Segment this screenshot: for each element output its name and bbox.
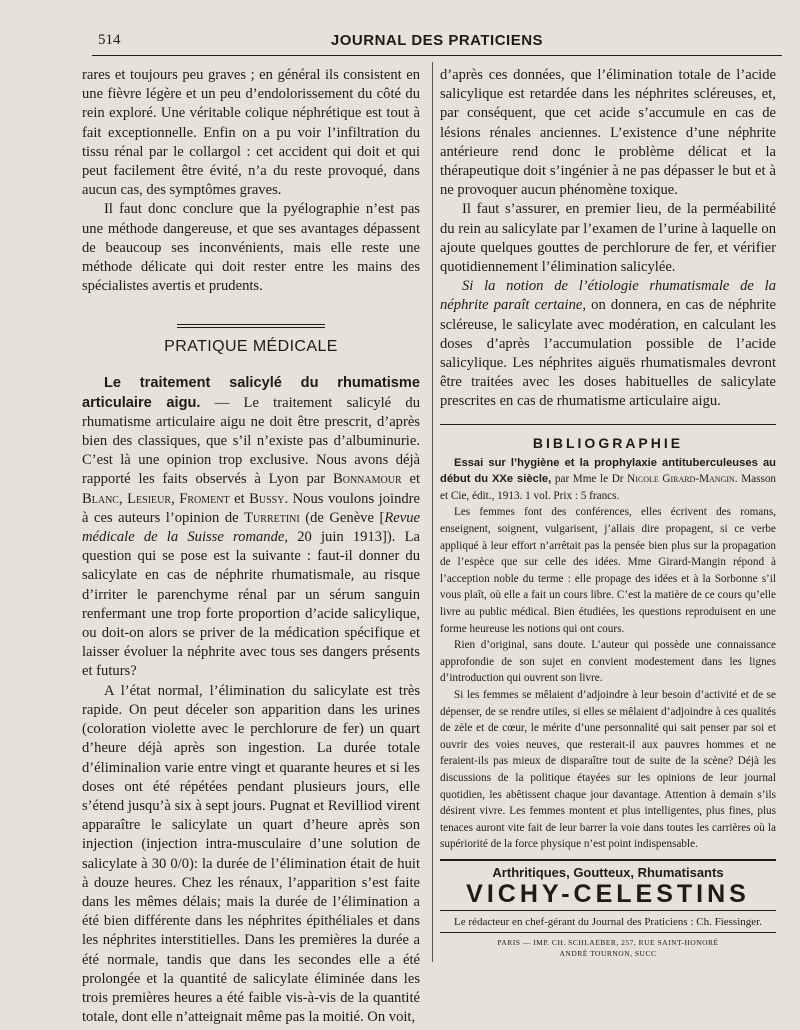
article-paragraph-3: d’après ces données, que l’élimination totale de l’acide salicylique est retardée dans les néphrites scléreuses, et, par conséquent, que cet acide s’accumule en cas de lésions rénales anciennes. L’existence d’une néphrite antérieure rend donc le problème délicat et la thérapeutique doit s’ingénier à ne pas dépasser le but et à ne provoquer aucun phénomène toxique. [440, 67, 776, 199]
header-divider [92, 55, 782, 56]
biblio-divider [440, 424, 776, 425]
review-paragraph-3: Si les femmes se mêlaient d’adjoindre à leur besoin d’activité et de se dépenser, de se rendre utiles, si elles se mêlaient d’adjoindre à ces qualités de zèle et de cœur, le mérite d’une personnalité qui sait penser par soi et ouvrir des voies neuves, que resterait-il aux pauvres hommes et ne feraient-ils pas mieux de disparaître tout de suite de la scène? Déjà les discussions de la politique étayées sur les opinions de leur journal quotidien, les abêtissent chaque jour davantage. Attention à demain s’ils désirent vivre. Les femmes montent et plus intelligentes, plus fines, plus tenaces auront vite fait de leur barrer la voie dans toutes les carrières où la supériorité de la force physique n’est point indispensable. [440, 688, 776, 851]
author-name: Bonnamour [332, 471, 402, 488]
author-name: Turretini [244, 509, 300, 526]
ad-brand: VICHY-CELESTINS [466, 879, 750, 908]
ad-tagline: Arthritiques, Goutteux, Rhumatisants [440, 859, 776, 880]
left-column [82, 66, 420, 1027]
review-paragraph-1: Les femmes font des conférences, elles écrivent des romans, enseignent, soignent, vulgarisent, j’allais dire propagent, si ce verbe appliqué à leur effort n’arrêtait pas la pensée bien plus sur la propagation de l’espèce que sur celle des idées. Mme Girard-Mangin répond à l’acception noble du terme : elle propage des idées et à la Sorbonne s’il vous plaît, où elle a fait un cours libre. C’est la matière de ce cours qu’elle livre au public médical. Bien étudiées, les questions reproduisent en une forme heureuse les notions qui ont cours. [440, 506, 776, 635]
book-title: Essai sur l’hygiène et la prophylaxie antituberculeuses au début du XXe siècle, [440, 456, 776, 486]
article-title: Le traitement salicylé du rhumatisme articulaire aigu. [82, 375, 420, 411]
journal-reference: Revue médicale de la Suisse romande [82, 509, 420, 546]
page-header [92, 28, 782, 52]
author-name: Lesieur [127, 490, 172, 507]
printer-imprint: PARIS — IMP. CH. SCHLAEBER, 257, RUE SAINT-HONORÉ ANDRÉ TOURNON, SUCC [497, 937, 719, 958]
review-paragraph-2: Rien d’original, sans doute. L’auteur qui possède une connaissance approfondie de son sujet en convient modestement dans les lignes d’introduction qui ouvrent son livre. [440, 639, 776, 685]
editor-line: Le rédacteur en chef-gérant du Journal des Praticiens : Ch. Fiessinger. [440, 916, 776, 933]
article-paragraph-1: Le traitement salicylé du rhumatisme articulaire aigu. — Le traitement salicylé du rhumatisme articulaire aigu ne doit être prescrit, d’après bien des classiques, que s’il n’existe pas d’albuminurie. C’est là une opinion trop exclusive. Nous avons déjà rapporté les faits observés à Lyon par Bonnamour et Blanc, Lesieur, Froment et Bussy. Nous voulons joindre à ces auteurs l’opinion de Turretini (de Genève [Revue médicale de la Suisse romande, 20 juin 1913]). La question qui se pose est la suivante : faut-il donner du salicylate en cas de néphrite rhumatismale, au risque d’irriter le parenchyme rénal par un sérum sanguin renfermant une trop forte proportion d’acide salicylique, ou doit-on alors se priver de la médication spécifique et laisser évoluer la néphrite avec tous ses dangers présents et futurs? [82, 375, 421, 680]
column-divider [432, 62, 433, 962]
advertisement [440, 859, 776, 911]
journal-title: JOURNAL DES PRATICIENS [330, 32, 544, 49]
book-reference: Essai sur l’hygiène et la prophylaxie antituberculeuses au début du XXe siècle, par Mme le Dr Nicole Girard-Mangin. Masson et Cie, édit., 1913. 1 vol. Prix : 5 francs. [440, 456, 777, 502]
author-name: Bussy [249, 490, 285, 507]
section-divider [82, 324, 420, 328]
right-column [440, 66, 776, 959]
author-name: Froment [179, 490, 230, 507]
bibliography-title: BIBLIOGRAPHIE [532, 434, 684, 451]
author-name: Blanc [82, 490, 119, 507]
pyelography-paragraph-2: Il faut donc conclure que la pyélographie n’est pas une méthode dangereuse, et que ses avantages dépassent de beaucoup ses inconvénients, mais elle reste une méthode délicate qui doit rester entre les mains des spécialistes avertis et prudents. [82, 201, 420, 295]
page-number: 514 [98, 32, 121, 48]
article-paragraph-5: Si la notion de l’étiologie rhumatismale de la néphrite paraît certaine, on donnera, en cas de néphrite scléreuse, le salicylate avec modération, en calculant les doses d’après l’accumulation possible de l’acide salicylique. Les néphrites aiguës rhumatismales devront être traitées avec les doses habituelles de salicylate prescrites en cas de rhumatisme articulaire aigu. [440, 278, 776, 410]
book-author: Nicole Girard-Mangin [627, 473, 735, 486]
section-title: PRATIQUE MÉDICALE [164, 338, 338, 356]
article-paragraph-2: A l’état normal, l’élimination du salicylate est très rapide. On peut déceler son apparition dans les urines (coloration violette avec le perchlorure de fer) un quart d’heure déjà après son ingestion. La durée totale d’éliminalion varie entre vingt et quarante heures et si les doses ont été répétées pendant plusieurs jours, elle s’étend jusqu’à six à sept jours. Pugnat et Revilliod virent apparaître le salicylate un quart d’heure après son injection (injection intra-musculaire d’une solution de salicylate à 30 0/0): la durée de l’élimination était de huit à douze heures. Chez les rénaux, l’apparition s’est faite dans les mêmes délais; mais la durée de l’élimination a été bien différente dans les néphrites épithéliales et dans les néphrites interstitielles. Dans les premières la durée a été normale, tandis que dans les secondes elle a été prolongée et la quantité de salicylate éliminée dans les trois premières heures a été faible vis-à-vis de la quantité totale, dont elle n’atteignait même pas la moitié. On voit, [82, 682, 420, 1026]
article-paragraph-4: Il faut s’assurer, en premier lieu, de la perméabilité du rein au salicylate par l’examen de l’urine à laquelle on ajoute quelques gouttes de perchlorure de fer, et vérifier quotidiennement l’élimination salicylée. [440, 201, 776, 276]
pyelography-paragraph-1: rares et toujours peu graves ; en général ils consistent en une fièvre légère et un peu d’endolorissement du côté du rein exploré. Une véritable colique néphrétique est tout à fait exceptionnelle. Enfin on a pu voir l’infiltration du tissu rénal par le collargol : cet accident qui doit et qui peut facilement être évité, n’a du reste provoqué, dans aucun cas, des symptômes graves. [82, 67, 420, 199]
